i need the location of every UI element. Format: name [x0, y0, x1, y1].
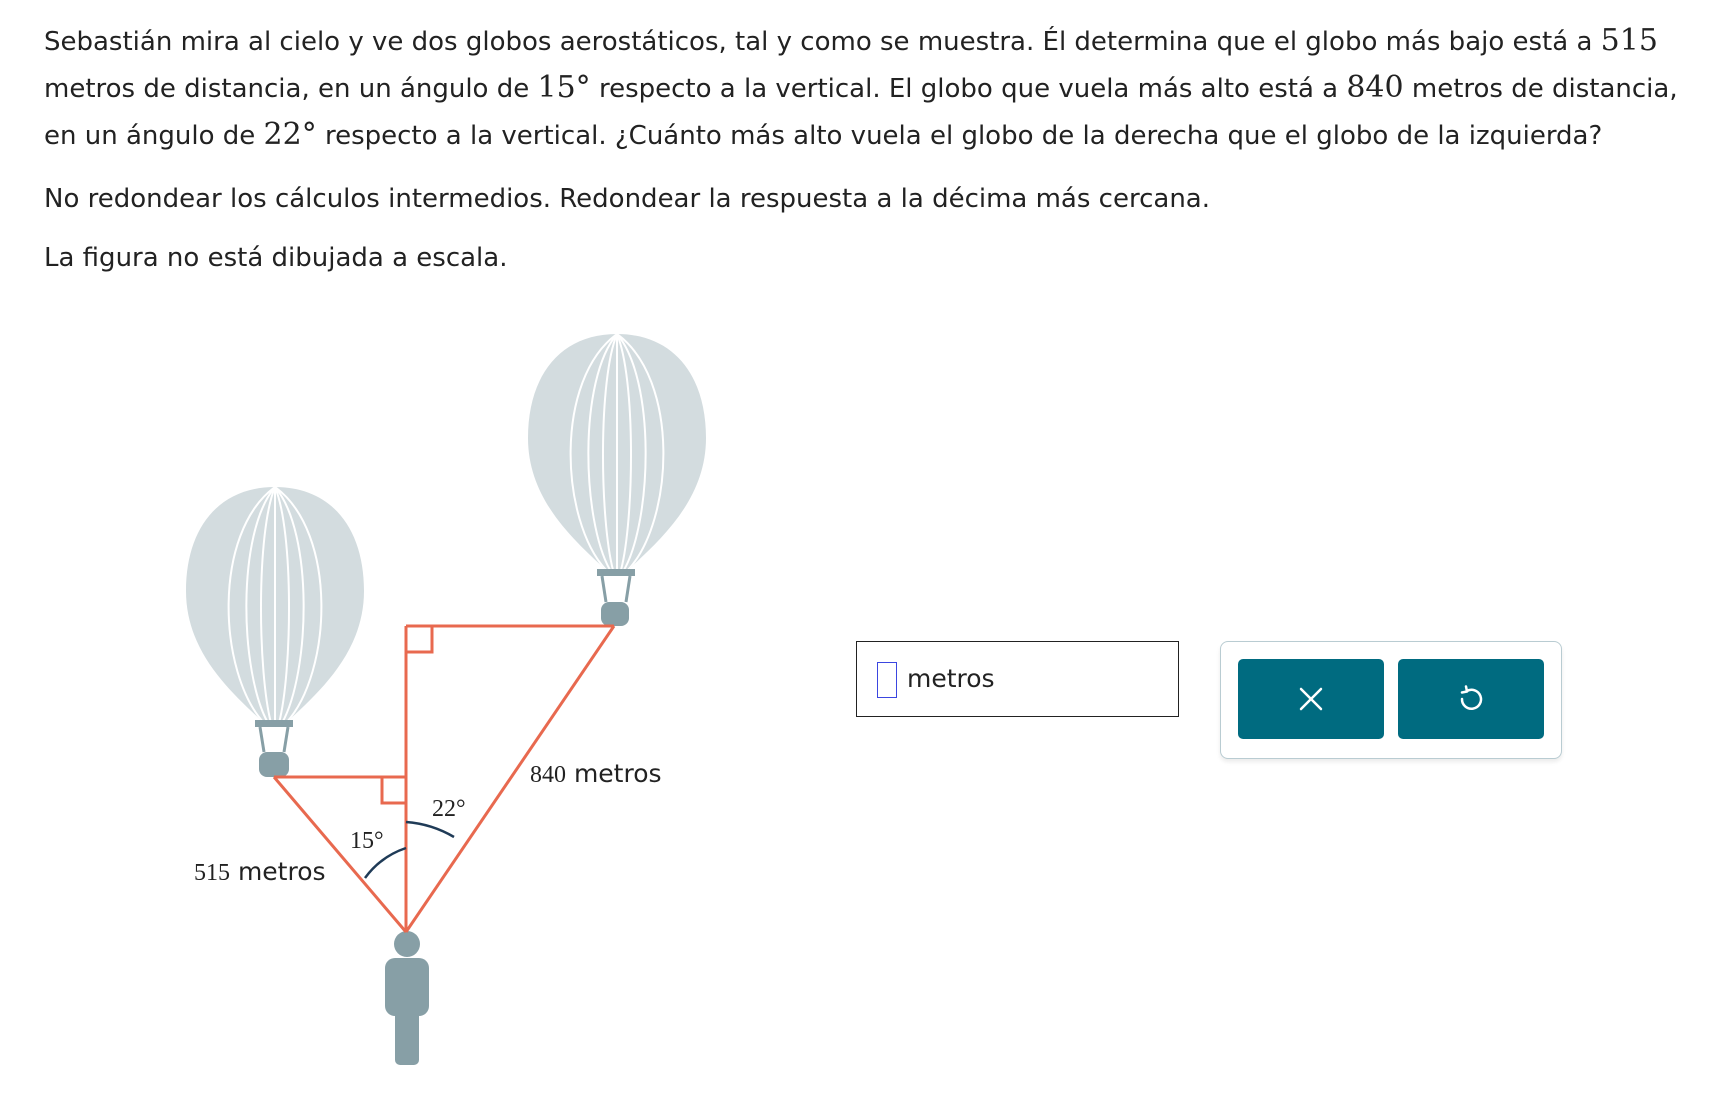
problem-text-part-1: Sebastián mira al cielo y ve dos globos aerostáticos, tal y como se muestra. Él determina que el globo más bajo está a [44, 27, 1601, 57]
lower-distance-label: 515 metros [194, 857, 326, 886]
problem-text-part-2: metros de distancia, en un ángulo de [44, 74, 538, 104]
label-22-degrees: 22° [432, 796, 466, 822]
undo-icon [1457, 685, 1485, 713]
lower-hypotenuse [274, 777, 406, 932]
person-head [394, 931, 420, 957]
answer-unit: metros [907, 664, 995, 693]
higher-distance-value: 840 [1346, 70, 1404, 105]
answer-box [856, 641, 1179, 717]
right-balloon [528, 334, 706, 626]
problem-text-part-5: respecto a la vertical. ¿Cuánto más alto vuela el globo de la derecha que el globo de la izquierda? [316, 121, 1603, 151]
left-balloon-basket [259, 752, 289, 777]
clear-button[interactable] [1238, 659, 1384, 739]
right-balloon-ring [597, 569, 635, 576]
left-balloon-ring [255, 720, 293, 727]
lower-distance-value: 515 [1600, 23, 1658, 58]
right-balloon-basket [601, 602, 629, 626]
undo-button[interactable] [1398, 659, 1544, 739]
problem-text-part-3: respecto a la vertical. El globo que vuela más alto está a [590, 74, 1347, 104]
rounding-instruction: No redondear los cálculos intermedios. Redondear la respuesta a la décima más cercana. [44, 184, 1210, 214]
lower-angle-value: 15° [537, 70, 591, 105]
close-icon [1298, 686, 1324, 712]
left-balloon [186, 487, 364, 777]
scale-note: La figura no está dibujada a escala. [44, 243, 508, 273]
person-figure [385, 931, 429, 1065]
higher-angle-value: 22° [263, 117, 317, 152]
lower-right-angle-mark [382, 777, 406, 803]
higher-distance-label: 840 metros [530, 759, 662, 788]
arc-22-degrees [406, 822, 454, 837]
answer-tools-panel [1220, 641, 1562, 759]
person-body [385, 958, 429, 1016]
problem-text-part-4: metros de distancia, en un ángulo de [44, 74, 1678, 151]
person-legs [395, 1010, 419, 1065]
higher-right-angle-mark [406, 626, 432, 652]
answer-input[interactable] [877, 662, 897, 698]
label-15-degrees: 15° [350, 828, 384, 854]
